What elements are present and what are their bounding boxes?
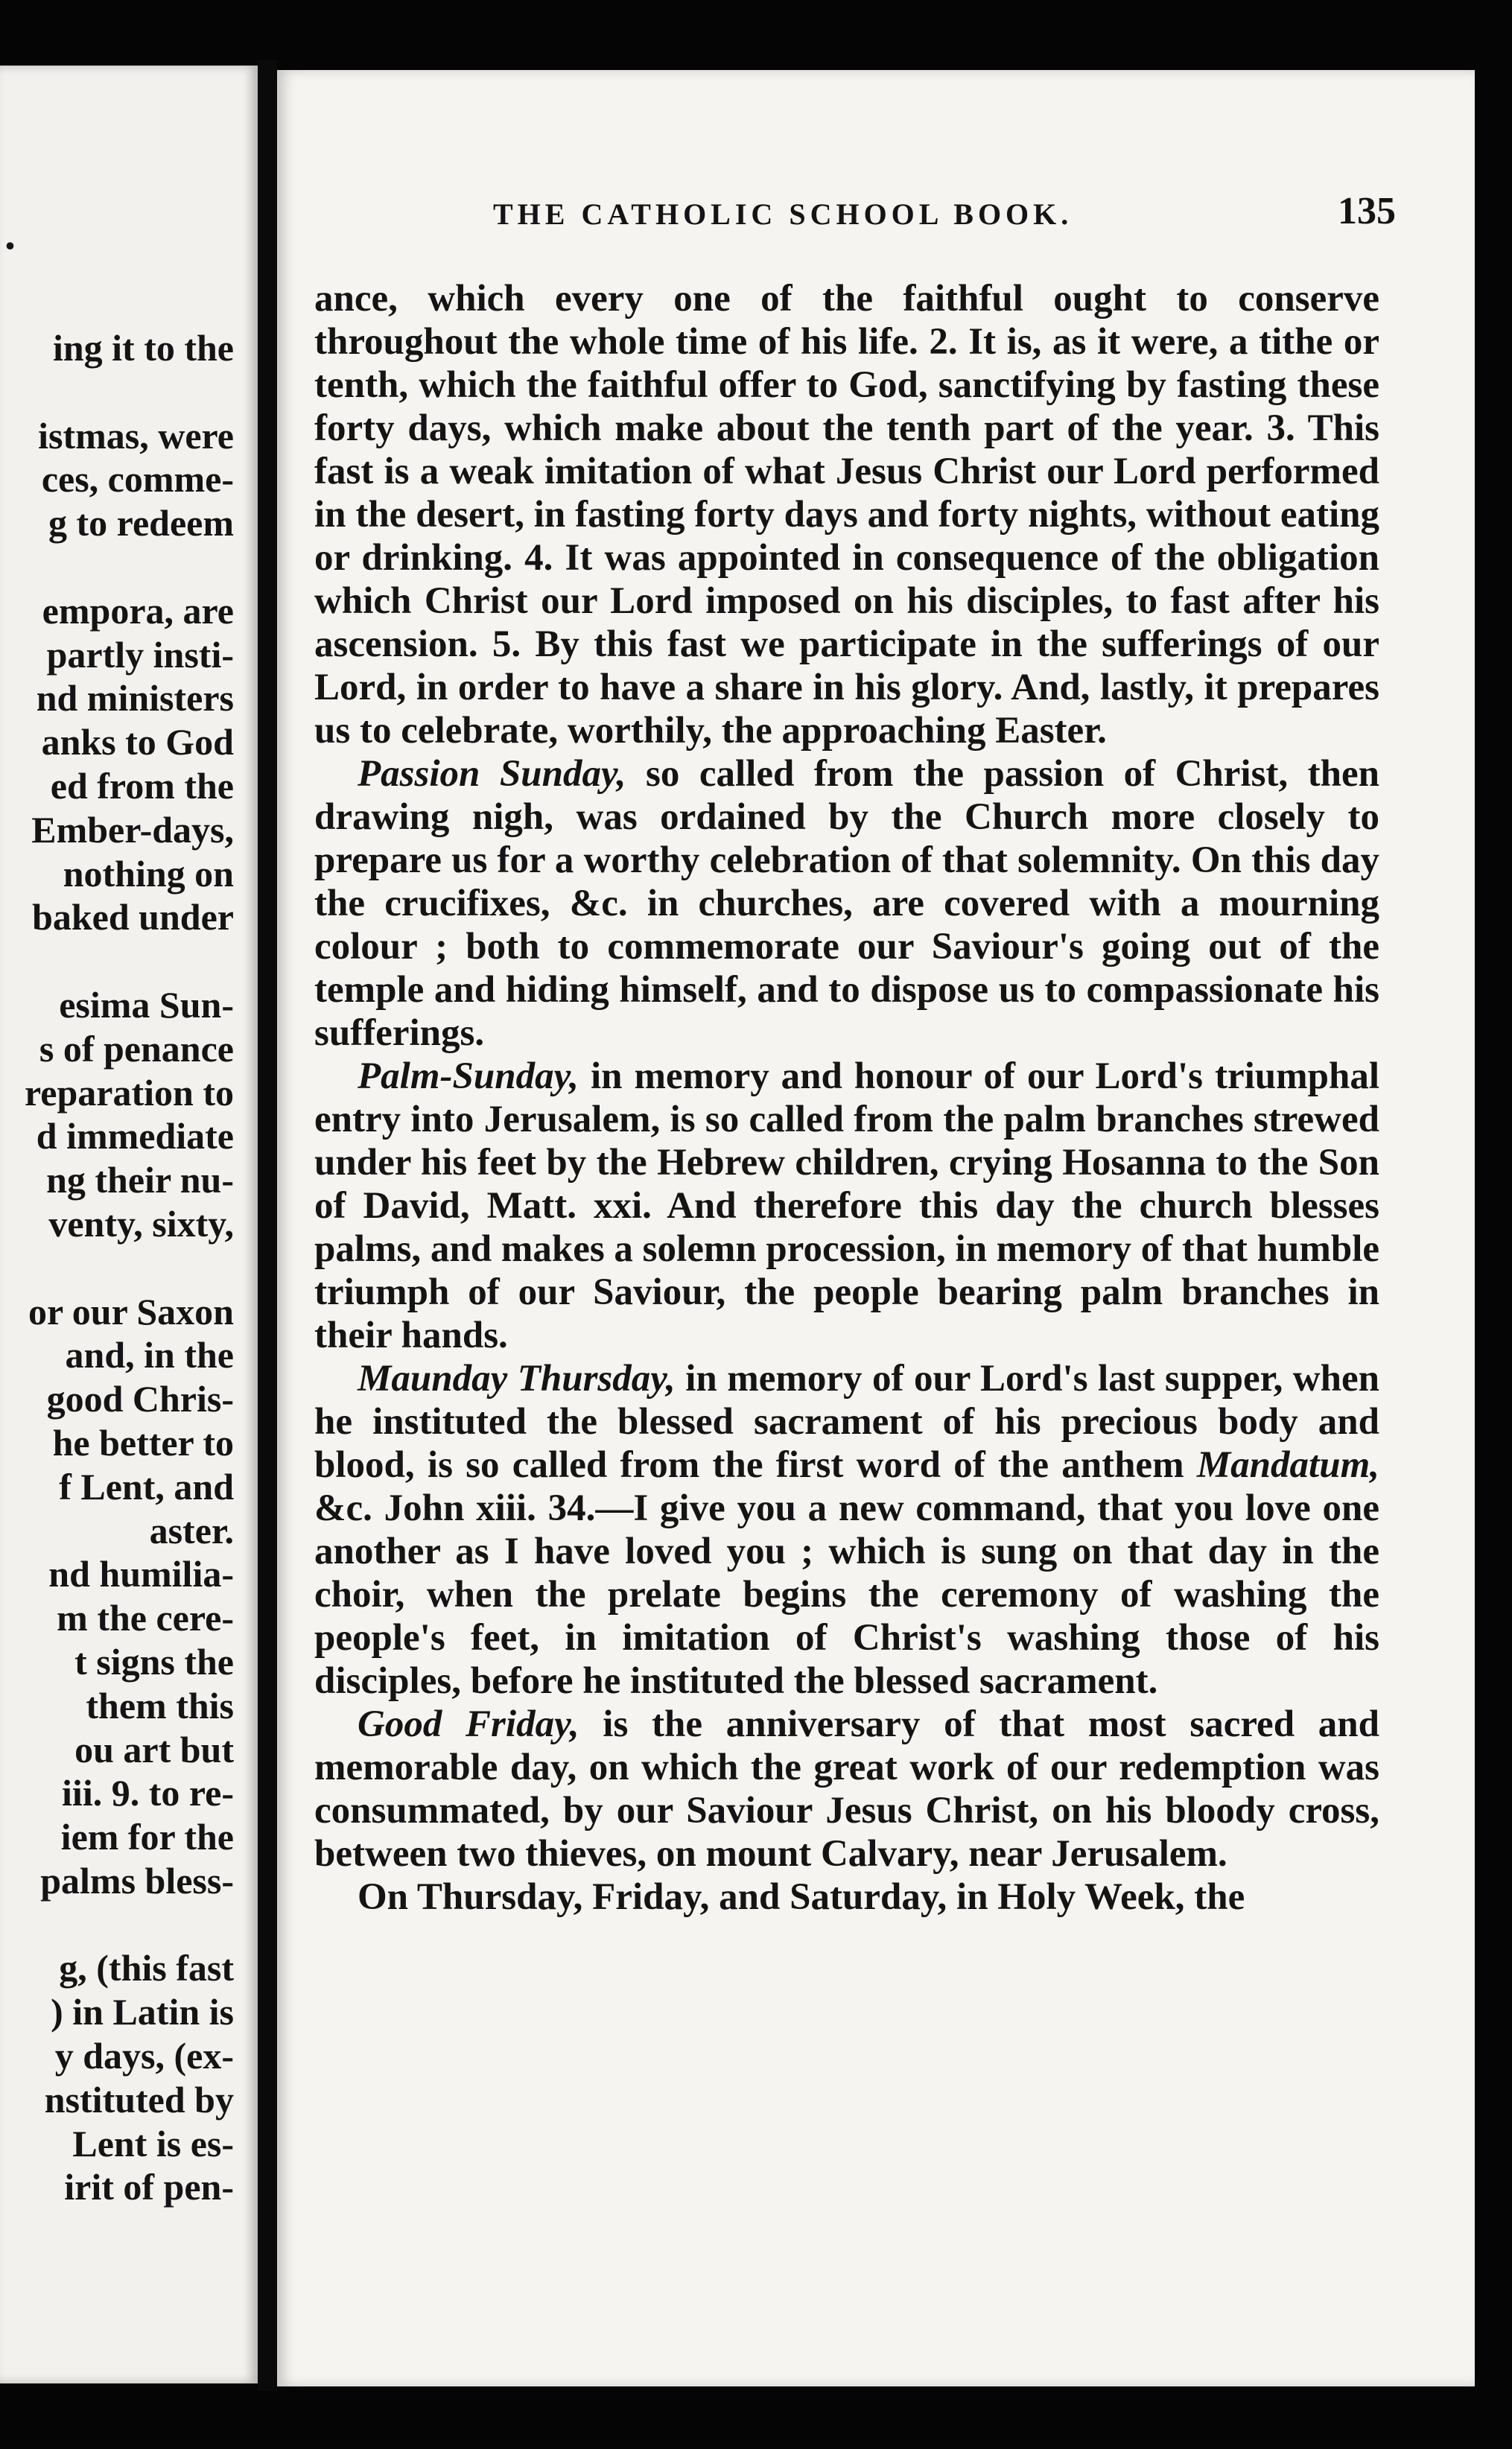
left-page-line [0, 939, 234, 983]
left-page-line [0, 1246, 234, 1290]
left-page-line: nd humilia- [48, 1553, 234, 1595]
paragraph-text: is the anniversary of that most sacred and memorable day, on which the great work of our redemption was consummated, by our Saviour Jesus Christ, on his bloody cross, between two thieves, on mount Calvary, near Jerusalem. [314, 1703, 1379, 1875]
paragraph-passion-sunday [314, 752, 1379, 1055]
left-page-text [0, 326, 234, 2209]
right-page [277, 70, 1475, 2386]
left-page-line: nstituted by [44, 2078, 234, 2121]
paragraph-text: in memory and honour of our Lord's triumphal entry into Jerusalem, is so called from the palm branches strewed under his feet by the Hebrew children, crying Hosanna to the Son of David, Matt. xxi. And therefore this day the church blesses palms, and makes a solemn procession, in memory of that humble triumph of our Saviour, the people bearing palm branches in their hands. [314, 1055, 1379, 1356]
left-page-line: nothing on [63, 852, 234, 895]
page-body [314, 277, 1379, 2243]
paragraph-lead: Maunday Thursday, [358, 1358, 676, 1400]
left-page-line: d immediate [36, 1115, 234, 1157]
left-page-line [0, 1903, 234, 1947]
left-page-line: baked under [32, 896, 234, 938]
paragraph-lead: Palm-Sunday, [358, 1055, 579, 1097]
left-page-line: iem for the [60, 1816, 234, 1858]
left-page-line: partly insti- [46, 633, 234, 676]
left-page-line: ) in Latin is [51, 1991, 234, 2033]
paragraph-palm-sunday [314, 1055, 1379, 1357]
paragraph-text: On Thursday, Friday, and Saturday, in Holy Week, the [358, 1876, 1245, 1918]
book-gutter [258, 60, 277, 2391]
left-page-line: nd ministers [36, 677, 234, 720]
left-page-line: iii. 9. to re- [62, 1772, 234, 1814]
left-page-line: reparation to [25, 1071, 234, 1114]
left-page-line: m the cere- [57, 1597, 234, 1639]
left-page-line: g, (this fast [59, 1947, 234, 1989]
paragraph-text: ance, which every one of the faithful ought to conserve throughout the whole time of his life. 2. It is, as it were, a tithe or tenth, which the faithful offer to God, sanctifying by fasting these forty days, which make about the tenth part of the year. 3. This fast is a weak imitation of what Jesus Christ our Lord performed in the desert, in fasting forty days and forty nights, without eating or drinking. 4. It was appointed in consequence of the obligation which Christ our Lord imposed on his disciples, to fast after his ascension. 5. By this fast we participate in the sufferings of our Lord, in order to have a share in his glory. And, lastly, it prepares us to celebrate, worthily, the approaching Easter. [314, 278, 1379, 752]
paragraph-lead: Passion Sunday, [358, 753, 626, 795]
left-page-line: palms bless- [40, 1859, 234, 1902]
left-page-line: he better to [52, 1421, 234, 1464]
paragraph-lead: Good Friday, [358, 1703, 579, 1745]
left-page-line: t signs the [74, 1640, 234, 1683]
anthem-title: Mandatum, [1196, 1444, 1379, 1486]
left-page-line: venty, sixty, [48, 1202, 234, 1245]
page-number: 135 [1338, 190, 1396, 232]
left-page-line: g to redeem [48, 502, 234, 544]
paragraph-holy-week [314, 1875, 1379, 1919]
left-page-line: ou art but [74, 1728, 234, 1770]
left-page-line: or our Saxon [28, 1290, 234, 1333]
left-page-line: ces, comme- [41, 458, 234, 501]
left-page-line: f Lent, and [59, 1465, 234, 1508]
left-page-line: istmas, were [38, 414, 234, 457]
left-page-fragment [0, 66, 258, 2383]
left-page-line [0, 545, 234, 589]
left-page-line: ed from the [50, 764, 234, 807]
left-page-line: ing it to the [52, 327, 234, 369]
paragraph-good-friday [314, 1703, 1379, 1875]
left-page-line: good Chris- [46, 1378, 234, 1420]
running-head: THE CATHOLIC SCHOOL BOOK. [493, 197, 1073, 231]
paragraph-maunday-thursday [314, 1357, 1379, 1703]
left-page-line: empora, are [42, 589, 234, 632]
left-page-line [0, 370, 234, 414]
left-page-line: anks to God [41, 721, 234, 763]
left-edge-mark: . [4, 209, 16, 258]
left-page-line: irit of pen- [64, 2166, 234, 2208]
left-page-line: Lent is es- [72, 2122, 234, 2164]
paragraph-text: so called from the passion of Christ, then drawing nigh, was ordained by the Church more closely to prepare us for a worthy celebration of that solemnity. On this day the crucifixes, &c. in churches, are covered with a mourning colour ; both to commemorate our Saviour's going out of the temple and hiding himself, and to dispose us to compassionate his sufferings. [314, 753, 1380, 1054]
paragraph-text: in memory of our Lord's last supper, when he instituted the blessed sacrament of his precious body and blood, is so called from the first word of the anthem [314, 1358, 1379, 1486]
left-page-line: Ember-days, [31, 808, 234, 851]
left-page-line: ng their nu- [46, 1159, 234, 1201]
left-page-line: esima Sun- [59, 983, 234, 1026]
left-page-line: aster. [149, 1509, 234, 1551]
paragraph-text-tail: &c. John xiii. 34.—I give you a new command, that you love one another as I have loved you ; which is sung on that day in the choir, when the prelate begins the ceremony of washing the people's feet, in imitation of Christ's washing those of his disciples, before he instituted the blessed sacrament. [314, 1487, 1379, 1702]
left-page-line: y days, (ex- [54, 2035, 234, 2077]
left-page-line: them this [86, 1684, 234, 1727]
left-page-line: and, in the [65, 1334, 234, 1376]
paragraph-continuation [314, 277, 1379, 752]
left-page-line: s of penance [39, 1027, 234, 1070]
